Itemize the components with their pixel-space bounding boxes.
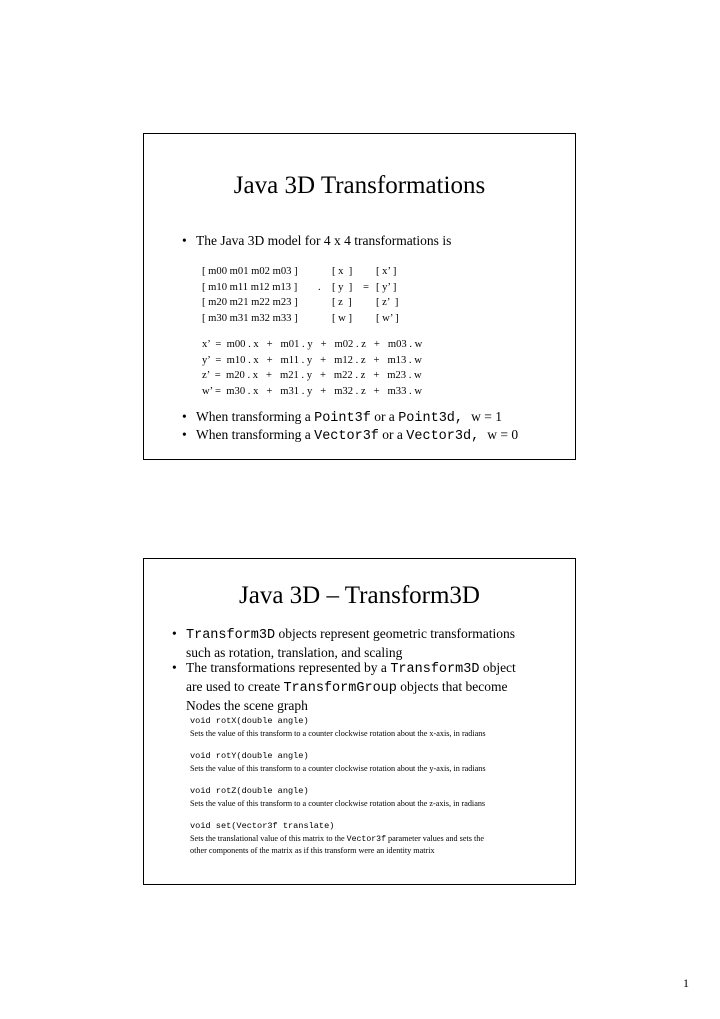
bullet-transform3d-objects: • Transform3D objects represent geometric transformations such as rotation, translation, and scaling (172, 626, 516, 660)
result-cell: [ y’ ] (376, 281, 397, 293)
method-signature-roty: void rotY(double angle) (190, 751, 309, 761)
result-cell: [ x’ ] (376, 266, 397, 277)
method-description-set: Sets the translational value of this matrix to the Vector3f parameter values and sets the other components of the matrix as if this transform were an identity matrix (190, 834, 484, 855)
bullet-dot: • (182, 233, 187, 248)
bullet-transformgroup: • The transformations represented by a Transform3D object are used to create TransformGroup objects that become Nodes the scene graph (172, 660, 516, 713)
equals-sign: = (363, 281, 369, 293)
equation-line: z’ = m20 . x + m21 . y + m22 . z + m23 . w (202, 370, 422, 382)
method-description: Sets the value of this transform to a counter clockwise rotation about the x-axis, in radians (190, 729, 486, 738)
bullet-dot: • (182, 427, 187, 442)
method-signature-set: void set(Vector3f translate) (190, 821, 335, 831)
matrix-row: [ m10 m11 m12 m13 ] (202, 281, 298, 293)
bullet-point-w: • When transforming a Point3f or a Point3d, w = 1 (182, 409, 502, 426)
vector-cell: [ w ] (332, 312, 353, 324)
equation-line: y’ = m10 . x + m11 . y + m12 . z + m13 . w (202, 354, 422, 366)
slide-title: Java 3D – Transform3D (239, 582, 480, 609)
method-signature-rotz: void rotZ(double angle) (190, 786, 309, 796)
method-signature-rotx: void rotX(double angle) (190, 716, 309, 726)
bullet-dot: • (182, 409, 187, 424)
slide-title: Java 3D Transformations (233, 172, 486, 199)
matrix-row: [ m00 m01 m02 m03 ] (202, 266, 298, 277)
equation-line: x’ = m00 . x + m01 . y + m02 . z + m03 . w (202, 339, 423, 350)
matrix-row: [ m30 m31 m32 m33 ] (202, 312, 298, 324)
bullet-vector-w: • When transforming a Vector3f or a Vector3d, w = 0 (182, 427, 519, 444)
matrix-row: [ m20 m21 m22 m23 ] (202, 297, 298, 309)
method-description: Sets the value of this transform to a counter clockwise rotation about the y-axis, in radians (190, 764, 486, 773)
vector-cell: [ x ] (332, 266, 353, 277)
result-cell: [ z’ ] (376, 297, 399, 309)
bullet-intro: • The Java 3D model for 4 x 4 transformations is (182, 233, 452, 248)
method-description: Sets the value of this transform to a counter clockwise rotation about the z-axis, in radians (190, 799, 486, 808)
page-number: 1 (683, 976, 689, 990)
dot-operator: . (318, 281, 321, 293)
bullet-dot: • (172, 626, 177, 641)
vector-cell: [ y ] (332, 281, 353, 293)
vector-cell: [ z ] (332, 297, 352, 309)
slide-java3d-transform3d (143, 558, 576, 885)
bullet-dot: • (172, 660, 177, 675)
slide-java3d-transformations (143, 133, 576, 460)
equation-line: w’ = m30 . x + m31 . y + m32 . z + m33 . w (202, 385, 422, 397)
result-cell: [ w’ ] (376, 312, 399, 324)
